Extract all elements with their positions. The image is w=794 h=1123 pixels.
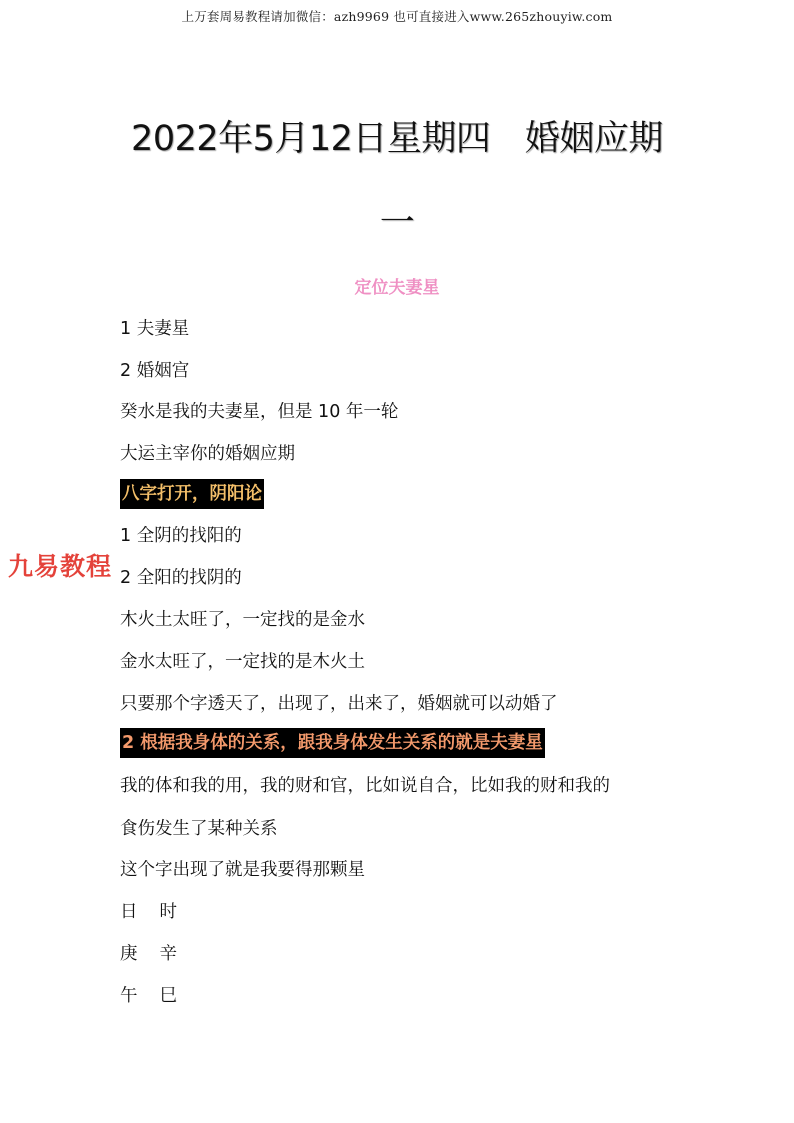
text-line: 癸水是我的夫妻星，但是 10 年一轮 bbox=[120, 402, 399, 422]
pillar-cell: 午 bbox=[120, 986, 138, 1006]
pillar-cell: 日 bbox=[120, 902, 138, 922]
pillar-cell: 巳 bbox=[159, 986, 177, 1006]
pillar-cell: 庚 bbox=[120, 944, 138, 964]
text-line: 1 夫妻星 bbox=[120, 319, 190, 339]
text-line: 木火土太旺了，一定找的是金水 bbox=[120, 610, 365, 630]
text-line: 食伤发生了某种关系 bbox=[120, 819, 278, 839]
text-line: 这个字出现了就是我要得那颗星 bbox=[120, 860, 365, 880]
watermark: 九易教程 bbox=[8, 552, 113, 581]
title-line-1: 2022年5月12日星期四 婚姻应期 bbox=[131, 119, 663, 159]
text-line: 2 全阳的找阴的 bbox=[120, 568, 242, 588]
text-line: 金水太旺了，一定找的是木火土 bbox=[120, 652, 365, 672]
section-heading: 定位夫妻星 bbox=[354, 278, 440, 298]
text-line: 大运主宰你的婚姻应期 bbox=[120, 444, 295, 464]
highlight-text: 2 根据我身体的关系，跟我身体发生关系的就是夫妻星 bbox=[120, 728, 545, 758]
page-title bbox=[80, 112, 714, 250]
pillar-cell: 时 bbox=[159, 902, 177, 922]
text-line: 2 婚姻宫 bbox=[120, 361, 190, 381]
highlight-line-1 bbox=[120, 479, 264, 509]
text-line: 我的体和我的用，我的财和官，比如说自合，比如我的财和我的 bbox=[120, 776, 610, 796]
pillar-row bbox=[120, 982, 177, 1007]
pillar-row bbox=[120, 898, 177, 923]
text-line: 1 全阴的找阳的 bbox=[120, 526, 242, 546]
pillar-cell: 辛 bbox=[159, 944, 177, 964]
header-note: 上万套周易教程请加微信：azh9969 也可直接进入www.265zhouyiw.com bbox=[181, 9, 613, 24]
text-line: 只要那个字透天了，出现了，出来了，婚姻就可以动婚了 bbox=[120, 694, 558, 714]
pillar-row bbox=[120, 940, 177, 965]
highlight-text: 八字打开，阴阳论 bbox=[120, 479, 264, 509]
title-line-2: 一 bbox=[379, 203, 415, 243]
highlight-line-2 bbox=[120, 728, 545, 758]
